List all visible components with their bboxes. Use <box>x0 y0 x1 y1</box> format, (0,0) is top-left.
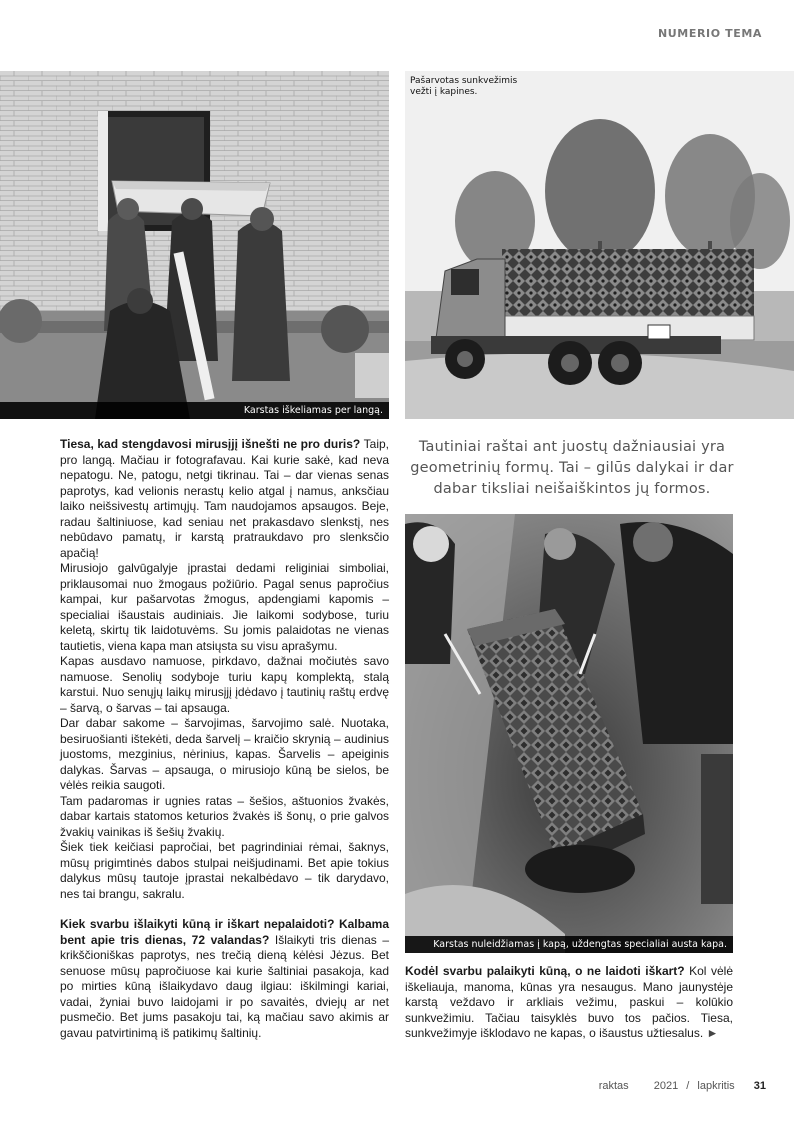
continue-arrow-icon: ► <box>706 1026 719 1040</box>
article-paragraph: Tam padaromas ir ugnies ratas – šešios, aštuonios žvakės, dabar kartais statomos keturios žvakės iš šonų, o prie galvos žvakių vainikas iš šešių žvakių. <box>60 793 389 839</box>
article-left-column <box>60 437 389 1041</box>
article-paragraph: Mirusiojo galvūgalyje įprastai dedami religiniai simboliai, priklausomai nuo žmogaus požiūrio. Pagal senus papročius kampai, kur pašarvotas žmogus, apdengiami kapomis – specialiai išaustais audiniais. Jie laikomi sodybose, turiu keletą, skirtų tik laidotuvėms. Su jomis palaidotas ne vienas tautietis, viena kapa man atsiųsta su visu aprašymu. <box>60 561 389 653</box>
interview-question: Kiek svarbu išlaikyti kūną ir iškart nepalaidoti? Kalbama bent apie tris dienas, 72 valandas? <box>60 917 389 947</box>
photo-coffin-window-image <box>0 71 389 419</box>
page-number: 31 <box>753 1080 766 1092</box>
issue-separator: / <box>686 1080 690 1092</box>
photo-caption: Karstas nuleidžiamas į kapą, uždengtas specialiai austa kapa. <box>405 936 733 953</box>
photo-caption: Pašarvotas sunkvežimis vežti į kapines. <box>410 76 518 97</box>
article-paragraph: Dar dabar sakome – šarvojimas, šarvojimo salė. Nuotaka, besiruošianti ištekėti, deda šarvelį – kraičio skrynią – audinius juostoms, mezginius, nėrinius, kapas. Šarvelis – apeiginis dalykas. Šarvas – apsauga, o mirusiojo kūną be sielos, be vėlės reikia saugoti. <box>60 716 389 792</box>
photo-grave <box>405 514 733 953</box>
article-paragraph <box>60 917 389 1041</box>
interview-question: Tiesa, kad stengdavosi mirusįjį išnešti ne pro duris? <box>60 437 361 451</box>
section-label: NUMERIO TEMA <box>657 27 762 40</box>
article-right-column <box>405 964 733 1042</box>
article-paragraph <box>405 964 733 1042</box>
answer-text: Taip, pro langą. Mačiau ir fotografavau. Kai kurie sakė, kad neva nepatogu. Ne, patogu, netgi tikrinau. Tai – dar vienas senas paprotys, kad velionis nerastų kelio atgal į namus, anksčiau laiko neišsivestų artimųjų. Tam naudojamos apsaugos. Beje, radau šaltiniuose, kad seniau net prakasdavo slenkstį, nes nebūdavo pamatų, ir karstą pratraukdavo pro slenksčio apačią! <box>60 437 389 560</box>
answer-text: Kol vėlė iškeliauja, manoma, kūnas yra nesaugus. Mano jaunystėje karstą veždavo ir arkliais vežimu, paskui – kolūkio sunkvežimiu. Tačiau taisyklės buvo tos pačios. Tiesa, sunkvežimyje išklodavo ne kapas, o išaustus užtiesalus. <box>405 964 733 1040</box>
photo-truck <box>405 71 794 419</box>
photo-truck-image <box>405 71 794 419</box>
photo-caption: Karstas iškeliamas per langą. <box>0 402 389 419</box>
article-paragraph <box>60 437 389 561</box>
magazine-name: raktas <box>598 1080 629 1092</box>
page-footer <box>589 1080 766 1092</box>
article-paragraph: Kapas ausdavo namuose, pirkdavo, dažnai močiutės savo namuose. Senolių sodyboje turiu kapų komplektą, stalą karstui. Nuo senųjų laikų mirusįjį įdėdavo į tautinių raštų erdvę – šarvą, o šarvas – tai apsauga. <box>60 654 389 715</box>
interview-question: Kodėl svarbu palaikyti kūną, o ne laidoti iškart? <box>405 964 685 978</box>
photo-coffin-window <box>0 71 389 419</box>
pull-quote: Tautiniai raštai ant juostų dažniausiai yra geometrinių formų. Tai – gilūs dalykai ir dar dabar tiksliai neišaiškintos jų formos. <box>410 439 734 497</box>
paragraph-gap <box>60 902 389 917</box>
issue-month: lapkritis <box>697 1080 735 1092</box>
issue-year: 2021 <box>653 1080 679 1092</box>
article-paragraph: Šiek tiek keičiasi papročiai, bet pagrindiniai rėmai, šaknys, mūsų prigimtinės dabos stulpai neišjudinami. Bet apie tokius dalykus mūsų tautoje įprastai nekalbėdavo – tik darydavo, nes tai brangu, sakralu. <box>60 840 389 901</box>
answer-text: Išlaikyti tris dienas – krikščioniškas paprotys, nes trečią dieną kėlėsi Jėzus. Bet senuose mūsų papročiuose kai kurie šaltiniai pasakoja, kad po mirties kūną išlaikydavo daug ilgiau: iškilmingi kariai, vadai, žyniai buvo laidojami ir po savaitės, dviejų ar net pusmečio. Bet jums pasakoju tai, ką mačiau savo akimis ar gavau patvirtinimą iš patikimų šaltinių. <box>60 932 390 1040</box>
photo-grave-image <box>405 514 733 953</box>
